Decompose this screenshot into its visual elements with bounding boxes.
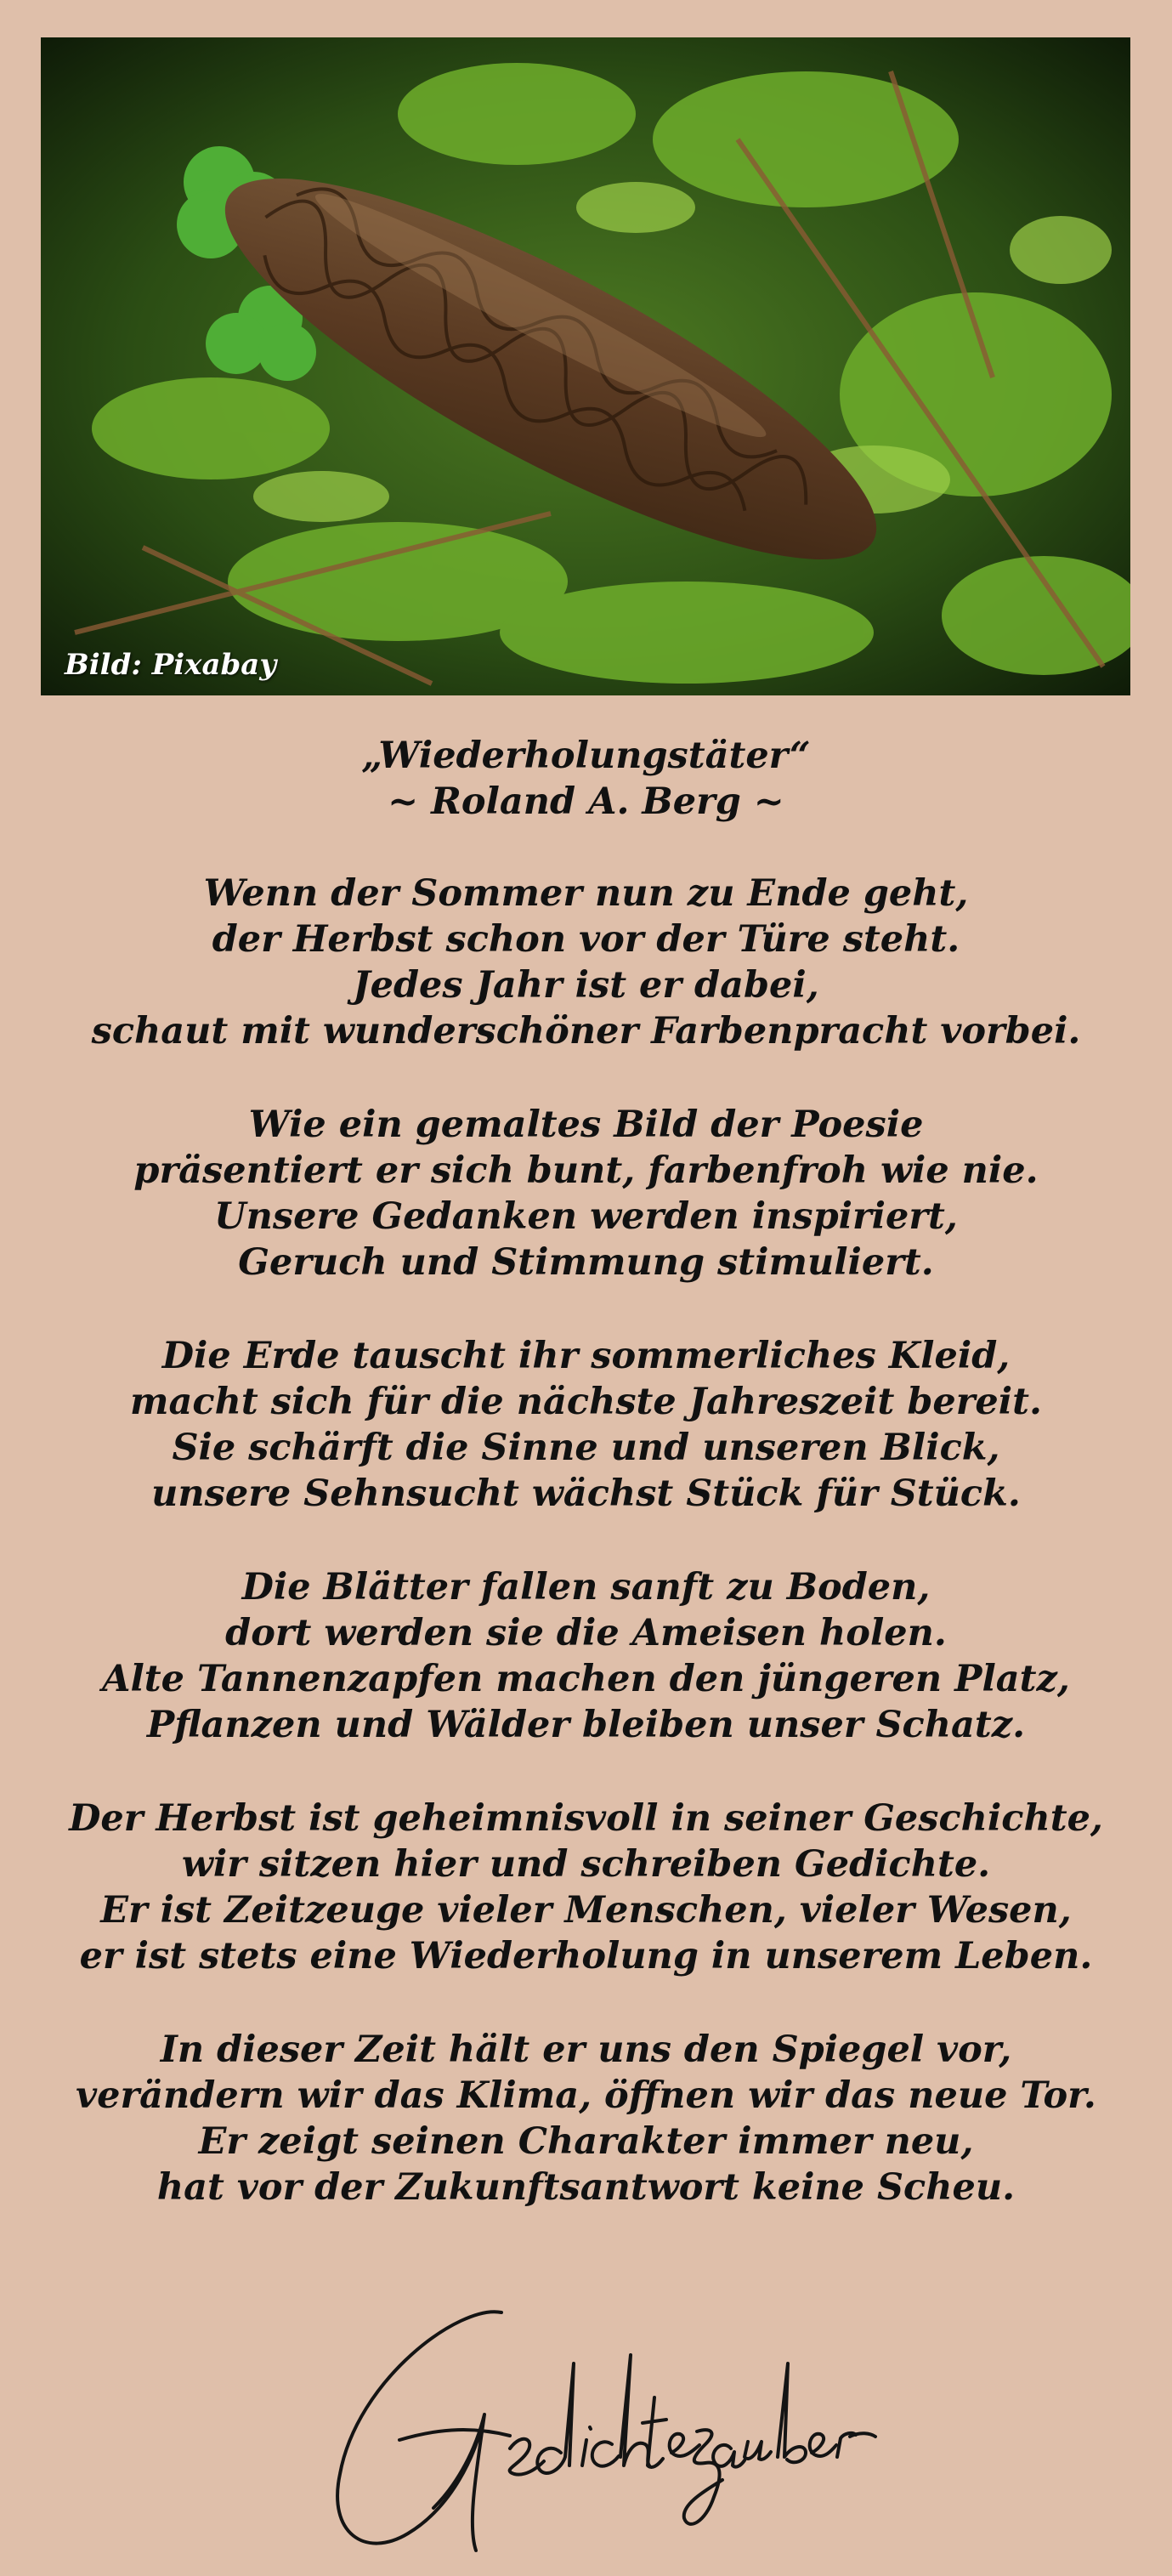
header-photo (41, 37, 1130, 695)
gedichtezauber-signature (306, 2278, 884, 2567)
poem-line: Jedes Jahr ist er dabei, (353, 964, 819, 1007)
poem-line: Wie ein gemaltes Bild der Poesie (248, 1104, 924, 1146)
poem-line: Unsere Gedanken werden inspiriert, (214, 1195, 958, 1238)
poem-line: Er ist Zeitzeuge vieler Menschen, vieler Wesen, (100, 1889, 1072, 1932)
poem-line: er ist stets eine Wiederholung in unserem Leben. (79, 1935, 1093, 1977)
image-credit: Bild: Pixabay (65, 648, 277, 682)
stanza-5 (0, 1796, 1172, 1979)
stanza-2 (0, 1102, 1172, 1285)
poem-line: macht sich für die nächste Jahreszeit bereit. (130, 1381, 1042, 1423)
poem-author: ~ Roland A. Berg ~ (388, 780, 784, 823)
poem-line: dort werden sie die Ameisen holen. (225, 1612, 947, 1654)
poem-header (0, 733, 1172, 825)
poem-line: In dieser Zeit hält er uns den Spiegel vor, (160, 2028, 1012, 2071)
poem-line: Er zeigt seinen Charakter immer neu, (198, 2120, 974, 2163)
stanza-3 (0, 1333, 1172, 1517)
poem-line: Pflanzen und Wälder bleiben unser Schatz. (146, 1704, 1026, 1746)
poem-line: hat vor der Zukunftsantwort keine Scheu. (156, 2166, 1016, 2209)
poem-line: präsentiert er sich bunt, farbenfroh wie nie. (133, 1149, 1039, 1192)
signature-logo (306, 2278, 884, 2567)
poem-line: der Herbst schon vor der Türe steht. (212, 918, 960, 961)
poem-line: unsere Sehnsucht wächst Stück für Stück. (151, 1472, 1021, 1515)
poem-line: Wenn der Sommer nun zu Ende geht, (203, 872, 969, 915)
poem-line: Alte Tannenzapfen machen den jüngeren Platz, (102, 1658, 1070, 1700)
stanza-4 (0, 1564, 1172, 1748)
poem-line: Der Herbst ist geheimnisvoll in seiner Geschichte, (69, 1797, 1103, 1840)
poem-line: Geruch und Stimmung stimuliert. (238, 1241, 934, 1284)
pine-cone-image (41, 37, 1130, 695)
poem-title: „Wiederholungstäter“ (361, 735, 811, 777)
poem-line: schaut mit wunderschöner Farbenpracht vorbei. (91, 1010, 1081, 1053)
poem (0, 733, 1172, 2258)
poem-line: Die Erde tauscht ihr sommerliches Kleid, (161, 1335, 1011, 1377)
poem-line: verändern wir das Klima, öffnen wir das neue Tor. (76, 2074, 1096, 2117)
stanza-1 (0, 871, 1172, 1054)
poem-line: Die Blätter fallen sanft zu Boden, (241, 1566, 931, 1609)
stanza-6 (0, 2027, 1172, 2210)
poem-line: Sie schärft die Sinne und unseren Blick, (172, 1427, 1000, 1469)
poem-line: wir sitzen hier und schreiben Gedichte. (181, 1843, 991, 1886)
